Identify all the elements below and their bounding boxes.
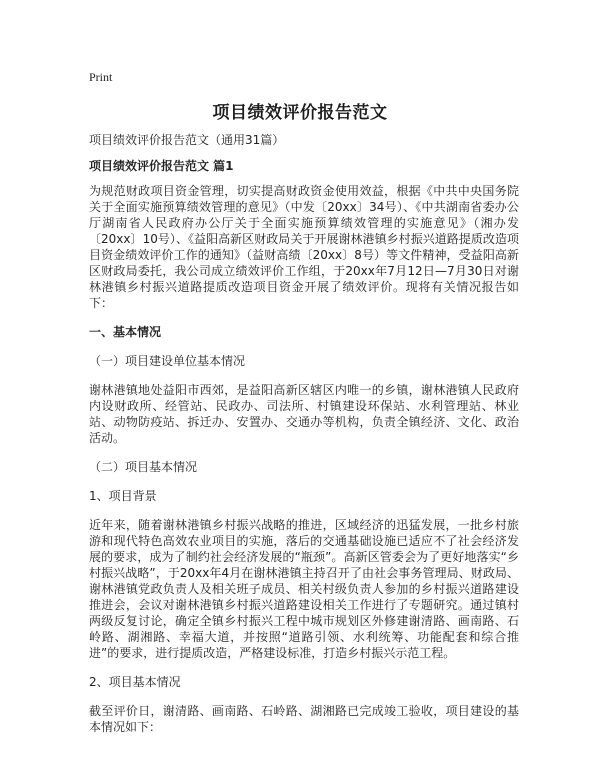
- background-paragraph: 近年来，随着谢林港镇乡村振兴战略的推进，区域经济的迅猛发展，一批乡村旅游和现代特色高效农业项目的实施，落后的交通基础设施已适应不了社会经济发展的要求，成为了制约社会经济发展的“瓶颈”。高新区管委会为了更好地落实“乡村振兴战略”，于20xx年4月在谢林港镇主持召开了由社会事务管理局、财政局、谢林港镇党政负责人及相关班子成员、相关村级负责人参加的乡村振兴道路建设推进会，会议对谢林港镇乡村振兴道路建设相关工作进行了专题研究。通过镇村两级反复讨论，确定全镇乡村振兴工程中城市规划区外修建谢清路、画南路、石岭路、湖湘路、幸福大道，并按照“道路引领、水利统筹、功能配套和综合推进”的要求，进行提质改造，严格建设标准，打造乡村振兴示范工程。: [89, 518, 519, 660]
- unit-paragraph: 谢林港镇地处益阳市西郊，是益阳高新区辖区内唯一的乡镇，谢林港镇人民政府内设财政所、经管站、民政办、司法所、村镇建设环保站、水利管理站、林业站、动物防疫站、拆迁办、安置办、交通办等机构，负责全镇经济、文化、政治活动。: [89, 383, 519, 445]
- document-title: 项目绩效评价报告范文: [212, 103, 388, 123]
- section-title: 项目绩效评价报告范文 篇1: [89, 159, 234, 173]
- basic-paragraph: 截至评价日，谢清路、画南路、石岭路、湖湘路已完成竣工验收，项目建设的基本情况如下：: [89, 704, 519, 734]
- heading-basic-info: 一、基本情况: [89, 325, 162, 339]
- document-body: [89, 132, 519, 748]
- print-label[interactable]: Print: [89, 70, 113, 84]
- heading-project-basic: 2、项目基本情况: [89, 675, 181, 689]
- heading-project-background: 1、项目背景: [89, 489, 157, 503]
- heading-unit-info: （一）项目建设单位基本情况: [89, 354, 246, 368]
- document-subtitle: 项目绩效评价报告范文（通用31篇）: [89, 133, 285, 147]
- heading-project-info: （二）项目基本情况: [89, 460, 198, 474]
- intro-paragraph: 为规范财政项目资金管理，切实提高财政资金使用效益，根据《中共中央国务院关于全面实施预算绩效管理的意见》（中发〔20xx〕34号）、《中共湖南省委办公厅湖南省人民政府办公厅关于全面实施预算绩效管理的实施意见》（湘办发〔20xx〕10号）、《益阳高新区财政局关于开展谢林港镇乡村振兴道路提质改造项目资金绩效评价工作的通知》（益财高绩〔20xx〕8号）等文件精神，受益阳高新区财政局委托，我公司成立绩效评价工作组，于20xx年7月12日—7月30日对谢林港镇乡村振兴道路提质改造项目资金开展了绩效评价。现将有关情况报告如下：: [89, 184, 519, 310]
